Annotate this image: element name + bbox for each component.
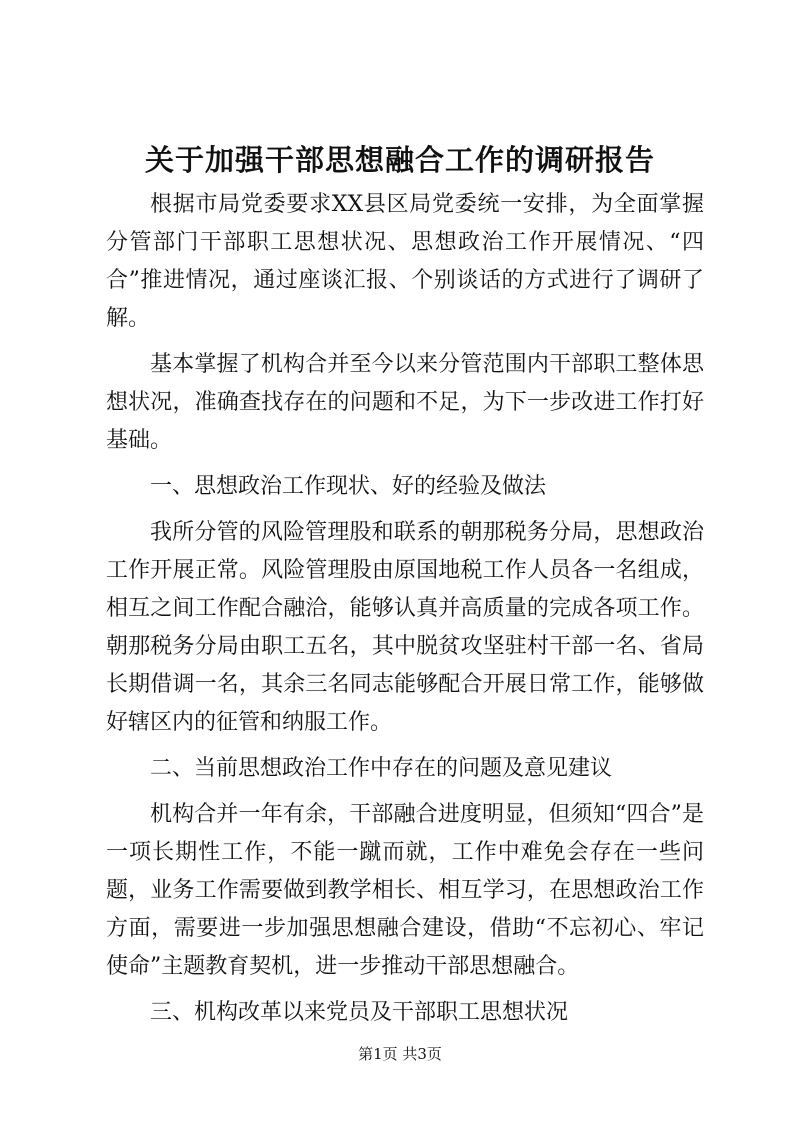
section-heading-1: 一、思想政治工作现状、好的经验及做法 (150, 474, 547, 499)
paragraph-section-2: 机构合并一年有余，干部融合进度明显，但须知“四合”是一项长期性工作，不能一蹴而就，工作中难免会存在一些问题，业务工作需要做到教学相长、相互学习，在思想政治工作方面，需要进一步加强思想融合建设，借助“不忘初心、牢记使命”主题教育契机，进一步推动干部思想融合。 (106, 802, 704, 979)
paragraph-summary: 基本掌握了机构合并至今以来分管范围内干部职工整体思想状况，准确查找存在的问题和不足，为下一步改进工作打好基础。 (106, 352, 704, 453)
document-body (106, 186, 704, 1040)
section-heading-2: 二、当前思想政治工作中存在的问题及意见建议 (150, 756, 613, 781)
paragraph-intro: 根据市局党委要求XX县区局党委统一安排，为全面掌握分管部门干部职工思想状况、思想政治工作开展情况、“四合”推进情况，通过座谈汇报、个别谈话的方式进行了调研了解。 (106, 192, 704, 331)
document-title: 关于加强干部思想融合工作的调研报告 (144, 143, 655, 177)
paragraph-section-1: 我所分管的风险管理股和联系的朝那税务分局，思想政治工作开展正常。风险管理股由原国地税工作人员各一名组成，相互之间工作配合融洽，能够认真并高质量的完成各项工作。朝那税务分局由职工五名，其中脱贫攻坚驻村干部一名、省局长期借调一名，其余三名同志能够配合开展日常工作，能够做好辖区内的征管和纳服工作。 (106, 520, 704, 735)
section-heading-3: 三、机构改革以来党员及干部职工思想状况 (150, 1000, 569, 1025)
page-number-footer: 第1页 共3页 (358, 1045, 442, 1063)
